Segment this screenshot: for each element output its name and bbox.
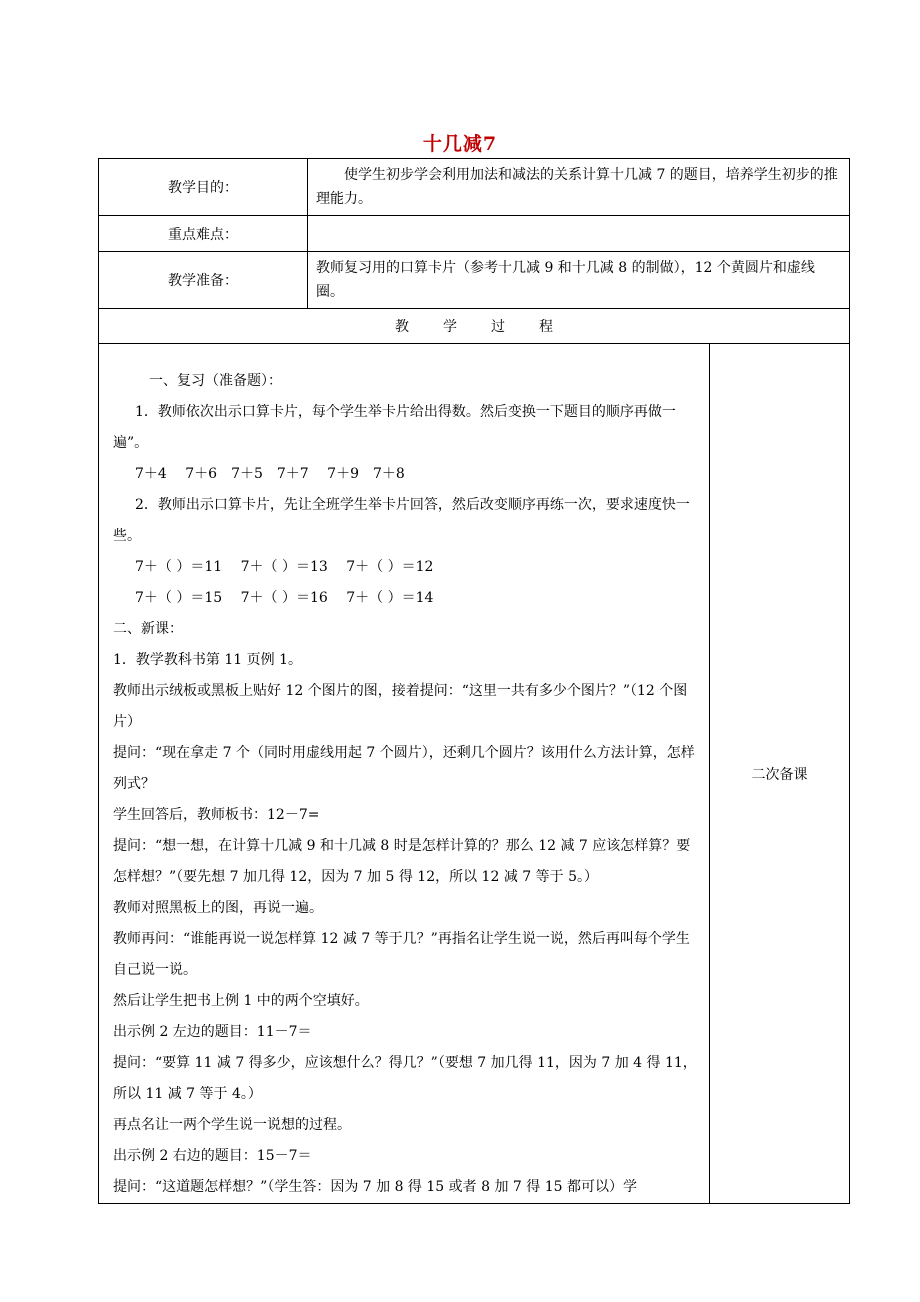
content-line: 出示例 2 右边的题目：15－7＝ [113, 1148, 312, 1164]
content-line: 教师出示绒板或黑板上贴好 12 个图片的图，接着提问：“这里一共有多少个图片？”（12 个图片） [113, 683, 688, 730]
process-body-row [99, 344, 850, 1204]
content-line: 1．教师依次出示口算卡片，每个学生举卡片给出得数。然后变换一下题目的顺序再做一遍”。 [113, 404, 676, 451]
content-line: 提问：“要算 11 减 7 得多少，应该想什么？得几？”（要想 7 加几得 11，因为 7 加 4 得 11，所以 11 减 7 等于 4。） [113, 1055, 697, 1102]
prep-label: 教学准备： [99, 252, 308, 309]
difficulty-label: 重点难点： [99, 216, 308, 252]
content-line: 学生回答后，教师板书：12－7= [113, 807, 320, 823]
content-line: 提问：“想一想，在计算十几减 9 和十几减 8 时是怎样计算的？那么 12 减 7 应该怎样算？要怎样想？”（要先想 7 加几得 12，因为 7 加 5 得 12，所以 12 减 7 等于 5。） [113, 838, 691, 885]
objective-text: 使学生初步学会利用加法和减法的关系计算十几减 7 的题目，培养学生初步的推理能力。 [308, 159, 850, 216]
content-line: 7＋（ ）＝15 7＋（ ）＝16 7＋（ ）＝14 [135, 590, 434, 606]
content-line: 然后让学生把书上例 1 中的两个空填好。 [113, 993, 369, 1009]
content-line: 一、复习（准备题）： [149, 373, 282, 389]
objective-label: 教学目的： [99, 159, 308, 216]
content-line: 提问：“这道题怎样想？”（学生答：因为 7 加 8 得 15 或者 8 加 7 得 15 都可以）学 [113, 1179, 637, 1195]
objective-row [99, 159, 850, 216]
process-header-row [99, 309, 850, 344]
content-line: 7＋4 7＋6 7＋5 7＋7 7＋9 7＋8 [135, 466, 405, 482]
lesson-plan-table [98, 158, 849, 1195]
difficulty-text [308, 216, 850, 252]
side-note: 二次备课 [710, 344, 850, 1204]
page-title: 十几减7 [422, 133, 498, 155]
prep-row [99, 252, 850, 309]
content-line: 二、新课： [113, 621, 183, 637]
content-line: 再点名让一两个学生说一说想的过程。 [113, 1117, 351, 1133]
content-line: 提问：“现在拿走 7 个（同时用虚线用起 7 个圆片），还剩几个圆片？该用什么方法计算，怎样列式？ [113, 745, 695, 792]
content-line: 1．教学教科书第 11 页例 1。 [113, 652, 302, 668]
process-content [99, 344, 710, 1204]
content-line: 7＋（ ）＝11 7＋（ ）＝13 7＋（ ）＝12 [135, 559, 434, 575]
content-line: 教师再问：“谁能再说一说怎样算 12 减 7 等于几？”再指名让学生说一说，然后再叫每个学生自己说一说。 [113, 931, 690, 978]
prep-text: 教师复习用的口算卡片（参考十几减 9 和十几减 8 的制做），12 个黄圆片和虚线圈。 [308, 252, 850, 309]
content-line: 教师对照黑板上的图，再说一遍。 [113, 900, 323, 916]
difficulty-row [99, 216, 850, 252]
process-header: 教学过程 [99, 309, 850, 344]
content-line: 出示例 2 左边的题目：11－7＝ [113, 1024, 312, 1040]
content-line: 2．教师出示口算卡片，先让全班学生举卡片回答，然后改变顺序再练一次，要求速度快一些。 [113, 497, 690, 544]
